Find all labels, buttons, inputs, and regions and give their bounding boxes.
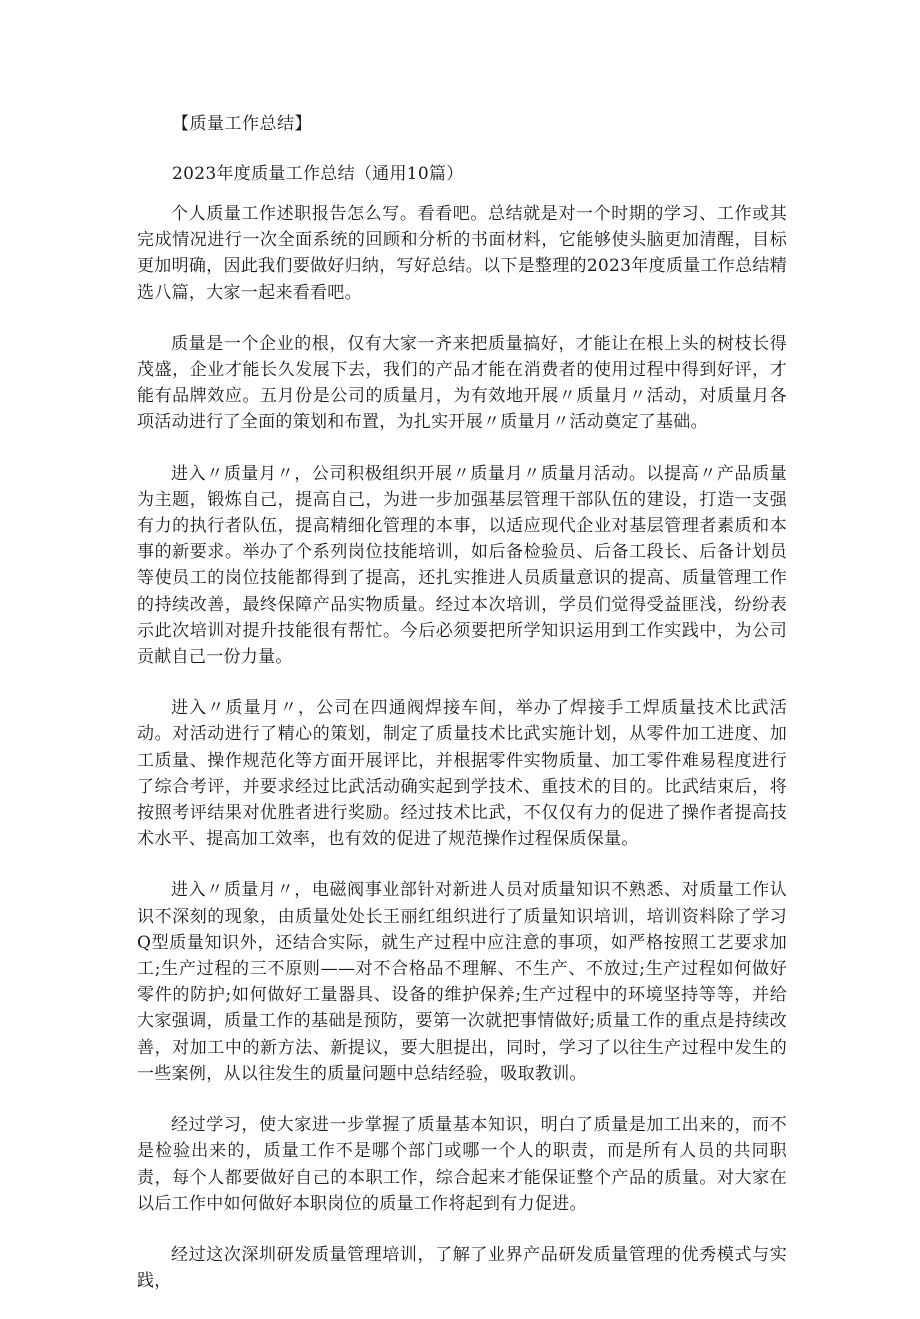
paragraph-training: 进入〃质量月〃，公司积极组织开展〃质量月〃质量月活动。以提高〃产品质量为主题，锻炼自己，提高自己，为进一步加强基层管理干部队伍的建设，打造一支强有力的执行者队伍，提高精细化管理的本事，以适应现代企业对基层管理者素质和本事的新要求。举办了个系列岗位技能培训，如后备检验员、后备工段长、后备计划员等使员工的岗位技能都得到了提高，还扎实推进人员质量意识的提高、质量管理工作的持续改善，最终保障产品实物质量。经过本次培训，学员们觉得受益匪浅，纷纷表示此次培训对提升技能很有帮忙。今后必须要把所学知识运用到工作实践中，为公司贡献自己一份力量。 [137,463,787,668]
paragraph-intro: 个人质量工作述职报告怎么写。看看吧。总结就是对一个时期的学习、工作或其完成情况进行一次全面系统的回顾和分析的书面材料，它能够使头脑更加清醒，目标更加明确，因此我们要做好归纳，写好总结。以下是整理的2023年度质量工作总结精选八篇，大家一起来看看吧。 [137,204,787,303]
paragraph-quality-root: 质量是一个企业的根，仅有大家一齐来把质量搞好，才能让在根上头的树枝长得茂盛，企业才能长久发展下去，我们的产品才能在消费者的使用过程中得到好评，才能有品牌效应。五月份是公司的质量月，为有效地开展〃质量月〃活动，对质量月各项活动进行了全面的策划和布置，为扎实开展〃质量月〃活动奠定了基础。 [137,333,787,433]
paragraph-welding-contest: 进入〃质量月〃，公司在四通阀焊接车间，举办了焊接手工焊质量技术比武活动。对活动进行了精心的策划，制定了质量技术比武实施计划，从零件加工进度、加工质量、操作规范化等方面开展评比，并根据零件实物质量、加工零件难易程度进行了综合考评，并要求经过比武活动确实起到学技术、重技术的目的。比武结束后，将按照考评结果对优胜者进行奖励。经过技术比武，不仅仅有力的促进了操作者提高技术水平、提高加工效率，也有效的促进了规范操作过程保质保量。 [137,698,787,850]
document-body [137,201,787,1319]
paragraph-shenzhen-training: 经过这次深圳研发质量管理培训，了解了业界产品研发质量管理的优秀模式与实践， [137,1244,787,1292]
paragraph-solenoid-training: 进入〃质量月〃，电磁阀事业部针对新进人员对质量知识不熟悉、对质量工作认识不深刻的现象，由质量处处长王丽红组织进行了质量知识培训，培训资料除了学习Q型质量知识外，还结合实际，就生产过程中应注意的事项，如严格按照工艺要求加工;生产过程的三不原则——对不合格品不理解、不生产、不放过;生产过程如何做好零件的防护;如何做好工量器具、设备的维护保养;生产过程中的环境坚持等等，并给大家强调，质量工作的基础是预防，要第一次就把事情做好;质量工作的重点是持续改善，对加工中的新方法、新提议，要大胆提出，同时，学习了以往生产过程中发生的一些案例，从以往发生的质量问题中总结经验，吸取教训。 [137,880,787,1084]
document-header: 【质量工作总结】 [172,114,312,134]
paragraph-learning-result: 经过学习，使大家进一步掌握了质量基本知识，明白了质量是加工出来的，而不是检验出来的，质量工作不是哪个部门或哪一个人的职责，而是所有人员的共同职责，每个人都要做好自己的本职工作，综合起来才能保证整个产品的质量。对大家在以后工作中如何做好本职岗位的质量工作将起到有力促进。 [137,1115,787,1214]
document-subtitle: 2023年度质量工作总结（通用10篇） [172,164,464,184]
